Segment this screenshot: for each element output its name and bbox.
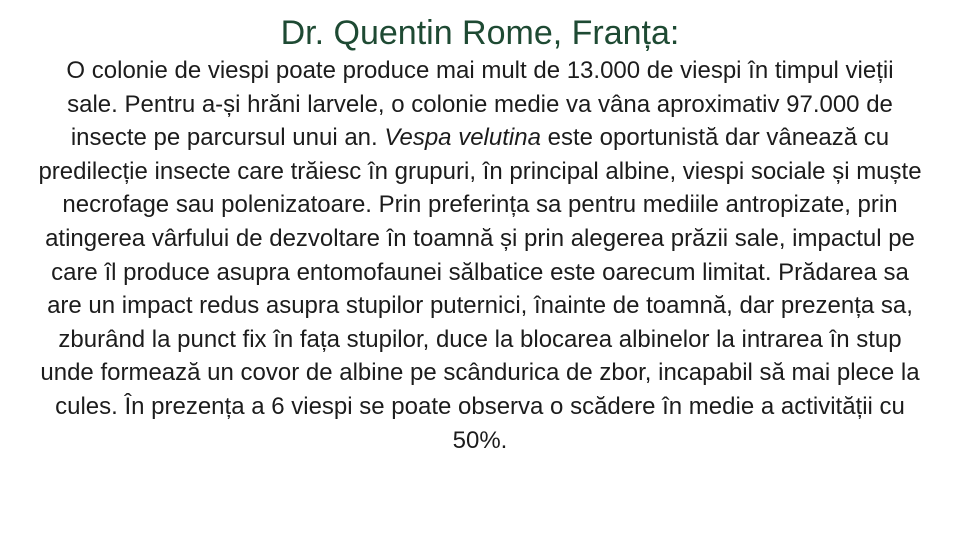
body-text-part-2: este oportunistă dar vânează cu predilecție insecte care trăiesc în grupuri, în principal albine, viespi sociale și muște necrofage sau polenizatoare. Prin preferința sa pentru mediile antropizate, prin atingerea vârfului de dezvoltare în toamnă și prin alegerea prăzii sale, impactul pe care îl produce asupra entomofaunei sălbatice este oarecum limitat. Prădarea sa are un impact redus asupra stupilor puternici, înainte de toamnă, dar prezența sa, zburând la punct fix în fața stupilor, duce la blocarea albinelor la intrarea în stup unde formează un covor de albine pe scândurica de zbor, incapabil să mai plece la cules. În prezența a 6 viespi se poate observa o scădere în medie a activității cu 50%. bbox=[38, 124, 922, 454]
slide-title: Dr. Quentin Rome, Franța: bbox=[280, 14, 680, 52]
slide-body-text bbox=[38, 54, 922, 457]
species-name: Vespa velutina bbox=[384, 124, 541, 152]
body-text-part-1: O colonie de viespi poate produce mai mult de 13.000 de viespi în timpul vieții sale. Pentru a-și hrăni larvele, o colonie medie va vâna aproximativ 97.000 de insecte pe parcursul unui an. bbox=[66, 57, 894, 152]
